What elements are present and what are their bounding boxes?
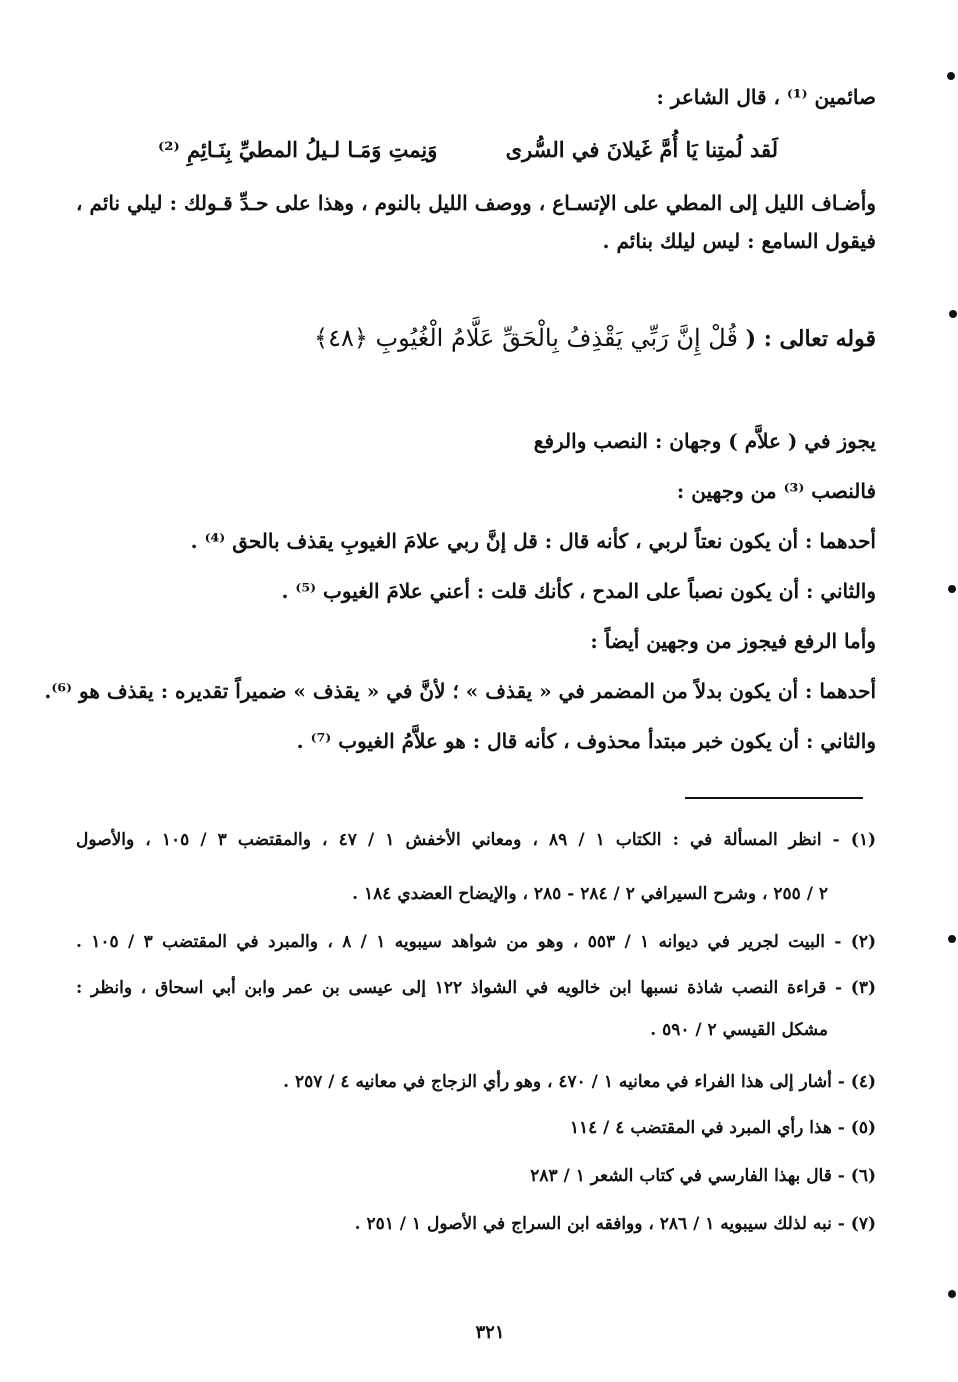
paragraph-2: فالنصب ⁽³⁾ من وجهين :: [676, 479, 876, 503]
verse-first-hemistich: لَقد لُمتِنا يَا أُمَّ غَيلانَ في السُّرى: [505, 137, 778, 162]
scan-margin-mark: [948, 935, 956, 943]
footnote-6: (٦) - قال بهذا الفارسي في كتاب الشعر ١ / ٢٨٣: [530, 1166, 876, 1186]
paragraph-3: أحدهما : أن يكون نعتاً لربي ، كأنه قال : قل إنَّ ربي علامَ الغيوبِ يقذف بالحق ⁽⁴⁾ .: [190, 529, 876, 553]
footnote-1-continuation: ٢ / ٢٥٥ ، وشرح السيرافي ٢ / ٢٨٤ - ٢٨٥ ، والإيضاح العضدي ١٨٤ .: [352, 884, 828, 904]
footnote-5: (٥) - هذا رأي المبرد في المقتضب ٤ / ١١٤: [569, 1118, 876, 1138]
paragraph-7: والثاني : أن يكون خبر مبتدأ محذوف ، كأنه قال : هو علاَّمُ الغيوب ⁽⁷⁾ .: [296, 729, 876, 753]
scan-margin-mark: [949, 310, 957, 318]
paragraph-1: يجوز في ( علاَّم ) وجهان : النصب والرفع: [533, 429, 876, 453]
page-number: ٣٢١: [475, 1322, 505, 1343]
scan-margin-mark: [948, 1290, 956, 1298]
paragraph-4: والثاني : أن يكون نصباً على المدح ، كأنك قلت : أعني علامَ الغيوب ⁽⁵⁾ .: [281, 579, 876, 603]
quran-verse-line: [76, 318, 876, 359]
footnote-2: (٢) - البيت لجرير في ديوانه ١ / ٥٥٣ ، وهو من شواهد سيبويه ١ / ٨ ، والمبرد في المقتضب ٣ / ١٠٥ .: [76, 932, 877, 952]
footnote-divider: [685, 797, 863, 799]
paragraph-6: أحدهما : أن يكون بدلاً من المضمر في « يقذف » ؛ لأنَّ في « يقذف » ضميراً تقديره : يقذف هو ⁽⁶⁾.: [44, 679, 876, 703]
body-line-3: وأضـاف الليل إلى المطي على الإتسـاع ، ووصف الليل بالنوم ، وهذا على حـدِّ قـولك : ليلي نائم ،: [76, 191, 876, 215]
verse-second-hemistich: وَنِمتِ وَمَـا لـيلُ المطيِّ بِنَـائِمِ ⁽²⁾: [158, 137, 438, 162]
footnote-1: (١) - انظر المسألة في : الكتاب ١ / ٨٩ ، ومعاني الأخفش ١ / ٤٧ ، والمقتضب ٣ / ١٠٥ ، والأصول: [76, 830, 876, 850]
scan-margin-mark: [948, 585, 956, 593]
footnote-4: (٤) - أشار إلى هذا الفراء في معانيه ١ / ٤٧٠ ، وهو رأي الزجاج في معانيه ٤ / ٢٥٧ .: [283, 1072, 876, 1092]
footnote-3-continuation: مشكل القيسي ٢ / ٥٩٠ .: [650, 1020, 828, 1040]
quran-intro: قوله تعالى : (: [745, 326, 876, 352]
scan-margin-mark: [947, 72, 955, 80]
footnote-3: (٣) - قراءة النصب شاذة نسبها ابن خالويه في الشواذ ١٢٢ إلى عيسى بن عمر وابن أبي اسحاق ، وانظر :: [76, 978, 876, 998]
body-line-1: صائمين ⁽¹⁾ ، قال الشاعر :: [656, 85, 876, 109]
quran-text: قُلْ إِنَّ رَبِّي يَقْذِفُ بِالْحَقِّ عَلَّامُ الْغُيُوبِ ﴿٤٨﴾: [314, 324, 738, 352]
paragraph-5: وأما الرفع فيجوز من وجهين أيضاً :: [590, 629, 876, 653]
footnote-7: (٧) - نبه لذلك سيبويه ١ / ٢٨٦ ، ووافقه ابن السراج في الأصول ١ / ٢٥١ .: [354, 1214, 876, 1234]
body-line-4: فيقول السامع : ليس ليلك بنائم .: [602, 229, 876, 253]
poetry-verse: [158, 132, 778, 172]
